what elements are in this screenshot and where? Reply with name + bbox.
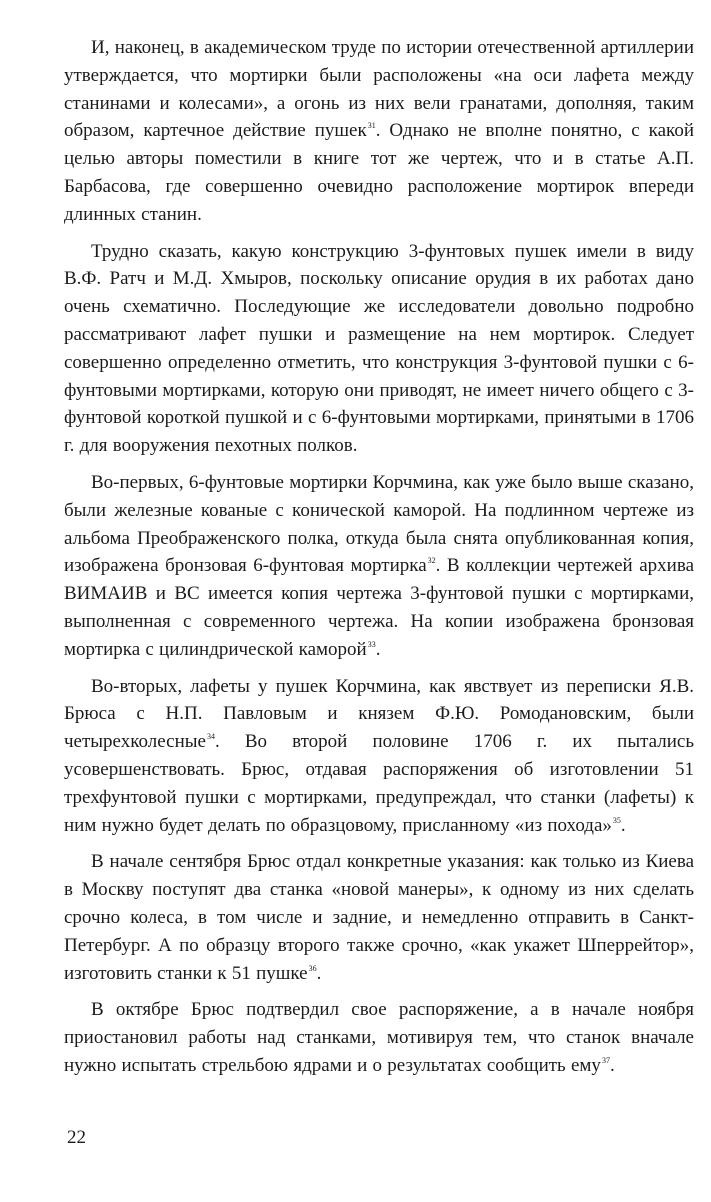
- text-run: И, наконец, в академическом труде по истории отечественной артиллерии утверждается, что мортирки были расположены «на оси лафета между станинами и колесами», а огонь из них вели гранатами, дополняя, таким образом, картечное действие пушек: [64, 37, 694, 142]
- paragraph: [64, 848, 694, 987]
- text-run: .: [620, 814, 626, 836]
- text-run: В октябре Брюс подтвердил свое распоряжение, а в начале ноября приостановил работы над станками, мотивируя тем, что станок вначале нужно испытать стрельбою ядрами и о результатах сообщить ему: [64, 999, 694, 1076]
- text-run: Во-вторых, лафеты у пушек Корчмина, как явствует из переписки Я.В. Брюса с Н.П. Павловым и князем Ф.Ю. Ромодановским, были четырехколесные: [64, 675, 694, 753]
- paragraph: [64, 34, 694, 229]
- body-text: [64, 34, 694, 1080]
- text-run: .: [316, 962, 322, 984]
- text-run: . Однако не вполне понятно, с какой целью авторы поместили в книге тот же чертеж, что и в статье А.П. Барбасова, где совершенно очевидно расположение мортирок впереди длинных станин.: [64, 120, 694, 225]
- paragraph: [64, 673, 694, 840]
- footnote-ref: 37: [601, 1055, 610, 1065]
- footnote-ref: 32: [427, 556, 436, 566]
- paragraph: [64, 996, 694, 1079]
- text-run: Во-первых, 6-фунтовые мортирки Корчмина, как уже было выше сказано, были железные кованые с конической каморой. На подлинном чертеже из альбома Преображенского полка, откуда была снята опубликованная копия, изображена бронзовая 6-фунтовая мортирка: [64, 471, 694, 577]
- page-number: 22: [67, 1127, 86, 1148]
- text-run: В начале сентября Брюс отдал конкретные указания: как только из Киева в Москву поступят два станка «новой манеры», к одному из них сделать срочно колеса, в том числе и задние, и немедленно отправить в Санкт-Петербург. А по образцу второго также срочно, «как укажет Шперрейтор», изготовить станки к 51 пушке: [64, 851, 694, 984]
- text-run: .: [609, 1054, 615, 1076]
- footnote-ref: 36: [308, 963, 317, 973]
- text-run: Трудно сказать, какую конструкцию 3-фунтовых пушек имели в виду В.Ф. Ратч и М.Д. Хмыров, поскольку описание орудия в их работах дано очень схематично. Последующие же исследователи довольно подробно рассматривают лафет пушки и размещение на нем мортирок. Следует совершенно определенно отметить, что конструкция 3-фунтовой пушки с 6-фунтовыми мортирками, которую они приводят, не имеет ничего общего с 3-фунтовой короткой пушкой и с 6-фунтовыми мортирками, принятыми в 1706 г. для вооружения пехотных полков.: [64, 240, 694, 457]
- text-run: . В коллекции чертежей архива ВИМАИВ и ВС имеется копия чертежа 3-фунтовой пушки с мортирками, выполненная с современного чертежа. На копии изображена бронзовая мортирка с цилиндрической каморой: [64, 555, 694, 660]
- text-run: . Во второй половине 1706 г. их пытались усовершенствовать. Брюс, отдавая распоряжения об изготовлении 51 трехфунтовой пушки с мортирками, предупреждал, что станки (лафеты) к ним нужно будет делать по образцовому, присланному «из похода»: [64, 731, 694, 836]
- paragraph: [64, 469, 694, 664]
- footnote-ref: 35: [612, 815, 621, 825]
- footnote-ref: 31: [367, 121, 376, 131]
- paragraph: [64, 238, 694, 460]
- text-run: .: [375, 638, 381, 660]
- footnote-ref: 33: [367, 639, 376, 649]
- footnote-ref: 34: [206, 732, 215, 742]
